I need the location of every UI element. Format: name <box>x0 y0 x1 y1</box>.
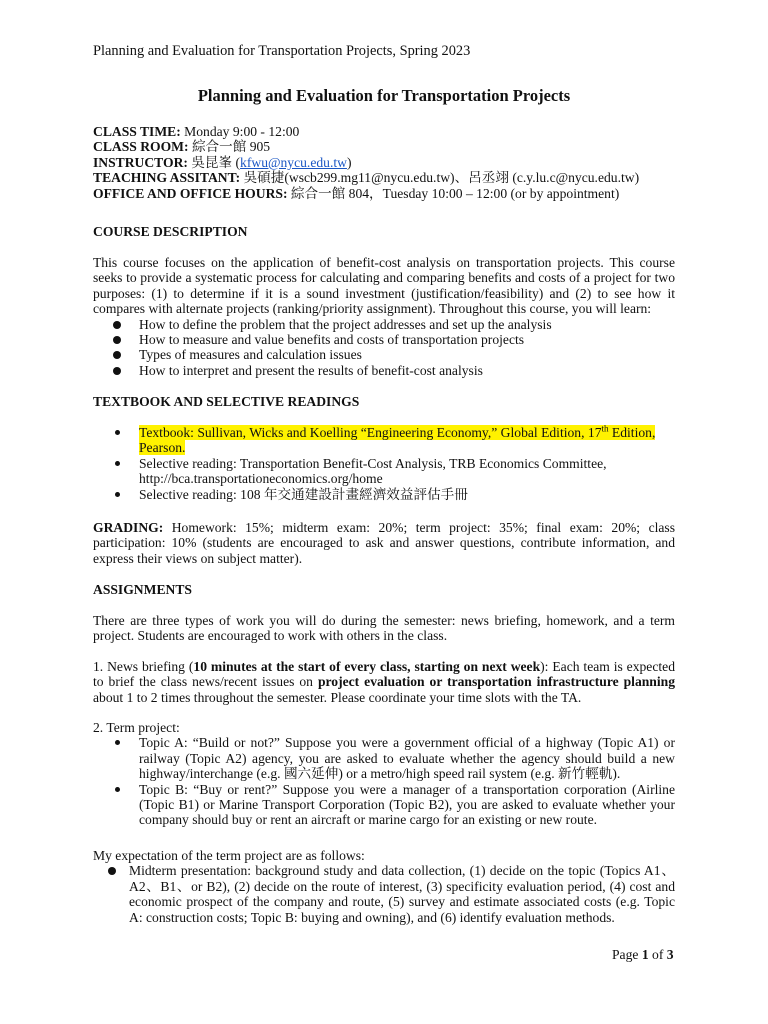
topic-b-text: Topic B: “Buy or rent?” Suppose you were a manager of a transportation corporation (Airline (Topic B1) or Marine Transport Corporation (Topic B2), you are asked to evaluate whether your company should buy or rent an aircraft or marine cargo for an existing or new route. <box>139 781 675 828</box>
bullet-icon <box>113 321 121 329</box>
news-briefing-tail: about 1 to 2 times throughout the semester. Please coordinate your time slots with the TA. <box>93 689 582 705</box>
bullet-icon <box>115 430 120 435</box>
learning-outcomes-list <box>93 317 675 379</box>
expectations-list <box>93 863 675 925</box>
class-time-line <box>93 124 675 139</box>
class-time-label: CLASS TIME: <box>93 124 181 139</box>
list-item-text: How to measure and value benefits and costs of transportation projects <box>139 332 525 348</box>
news-briefing-middle: ): Each team is expected to brief the class news/recent issues on <box>93 659 675 690</box>
grading-paragraph <box>93 520 675 566</box>
list-item <box>93 317 675 332</box>
ta-label: TEACHING ASSITANT: <box>93 170 241 186</box>
page-word: Page <box>612 947 642 962</box>
instructor-name: 吳昆峯 ( <box>187 154 241 170</box>
office-value: 綜合一館 804，Tuesday 10:00 – 12:00 (or by appointment) <box>287 185 620 201</box>
bullet-icon <box>115 787 120 792</box>
class-room-value: 綜合一館 905 <box>188 139 271 155</box>
ta-line <box>93 170 675 185</box>
class-room-label: CLASS ROOM: <box>93 139 189 155</box>
textbook-heading: TEXTBOOK AND SELECTIVE READINGS <box>93 394 360 409</box>
course-description-paragraph: This course focuses on the application of benefit-cost analysis on transportation projects. This course seeks to provide a systematic process for calculating and comparing benefits and costs of a project for two purposes: (1) to determine if it is a sound investment (justification/feasibility) and (2) to see how it compares with alternate projects (ranking/priority assignment). Throughout this course, you will learn: <box>93 255 675 317</box>
bullet-icon <box>113 336 121 344</box>
list-item <box>93 456 675 487</box>
list-item <box>93 487 675 502</box>
reading-handbook: Selective reading: 108 年交通建設計畫經濟效益評估手冊 <box>139 486 468 502</box>
assignments-intro: There are three types of work you will do during the semester: news briefing, homework, and a term project. Students are encouraged to work with others in the class. <box>93 613 675 644</box>
class-time-value: Monday 9:00 - 12:00 <box>180 124 300 139</box>
topics-list <box>93 735 675 827</box>
instructor-email-link[interactable]: kfwu@nycu.edu.tw <box>240 154 347 170</box>
grading-text: Homework: 15%; midterm exam: 20%; term project: 35%; final exam: 20%; class participation: 10% (students are encouraged to ask and answer questions, contribute information, and express their views on subject matter). <box>93 520 675 566</box>
list-item-text: Types of measures and calculation issues <box>139 347 362 363</box>
edition-superscript: th <box>601 423 609 434</box>
page-total: 3 <box>666 947 674 962</box>
list-item <box>93 735 675 781</box>
list-item <box>93 425 675 456</box>
textbook-citation-text: Textbook: Sullivan, Wicks and Koelling “Engineering Economy,” Global Edition, 17 <box>139 425 602 440</box>
grading-label: GRADING: <box>93 520 164 535</box>
list-item <box>93 863 675 925</box>
textbook-citation-edition: Edition, Pearson. <box>139 425 656 456</box>
page-number <box>612 947 674 962</box>
instructor-close-paren: ) <box>346 154 352 170</box>
list-item-text: How to interpret and present the results of benefit-cost analysis <box>139 362 483 378</box>
bullet-icon <box>113 367 121 375</box>
office-hours-line <box>93 186 675 201</box>
page-current: 1 <box>641 947 649 962</box>
instructor-label: INSTRUCTOR: <box>93 154 188 170</box>
list-item <box>93 347 675 362</box>
readings-section <box>93 425 675 502</box>
readings-list <box>93 425 675 502</box>
running-header: Planning and Evaluation for Transportation Projects, Spring 2023 <box>93 43 471 59</box>
reading-trb: Selective reading: Transportation Benefit-Cost Analysis, TRB Economics Committee, http://bca.transportationeconomics.org/home <box>139 455 607 487</box>
news-briefing-lead: 1. News briefing ( <box>93 659 194 674</box>
bullet-icon <box>108 867 116 875</box>
news-briefing-paragraph <box>93 659 675 705</box>
class-room-line <box>93 139 675 154</box>
course-description-heading: COURSE DESCRIPTION <box>93 224 248 239</box>
assignments-heading: ASSIGNMENTS <box>93 582 192 597</box>
course-info <box>93 124 675 201</box>
list-item <box>93 782 675 828</box>
news-briefing-timing: 10 minutes at the start of every class, starting on next week <box>193 659 541 674</box>
bullet-icon <box>115 740 120 745</box>
bullet-icon <box>115 492 120 497</box>
topic-a-text: Topic A: “Build or not?” Suppose you were a government official of a highway (Topic A1) or railway (Topic A2) agency, you are asked to evaluate whether the agency should build a new highway/interchange (e.g. 國六延伸) or a metro/high speed rail system (e.g. 新竹輕軌). <box>139 735 675 782</box>
bullet-icon <box>115 461 120 466</box>
expectation-intro: My expectation of the term project are as follows: <box>93 848 365 863</box>
page-of: of <box>648 947 667 962</box>
bullet-icon <box>113 351 121 359</box>
document-title: Planning and Evaluation for Transportation Projects <box>197 86 571 105</box>
expectations-section <box>93 848 675 925</box>
news-briefing-topic: project evaluation or transportation infrastructure planning <box>317 674 675 690</box>
instructor-line <box>93 155 675 170</box>
office-label: OFFICE AND OFFICE HOURS: <box>93 185 288 201</box>
ta-value: 吳碩捷(wscb299.mg11@nycu.edu.tw)、呂丞翊 (c.y.lu.c@nycu.edu.tw) <box>240 170 640 186</box>
list-item-text: How to define the problem that the project addresses and set up the analysis <box>139 316 552 332</box>
textbook-citation <box>139 425 655 455</box>
term-project-section <box>93 720 675 828</box>
list-item <box>93 363 675 378</box>
list-item <box>93 332 675 347</box>
course-description-section <box>93 255 675 378</box>
term-project-heading: 2. Term project: <box>93 720 180 735</box>
midterm-presentation-text: Midterm presentation: background study and data collection, (1) decide on the topic (Topics A1、A2、B1、or B2), (2) decide on the route of interest, (3) specificity evaluation period, (4) cost and economic prospect of the company and route, (5) survey and estimate associated costs (e.g. Topic A: construction costs; Topic B: buying and owning), and (6) identify evaluation methods. <box>129 863 675 925</box>
